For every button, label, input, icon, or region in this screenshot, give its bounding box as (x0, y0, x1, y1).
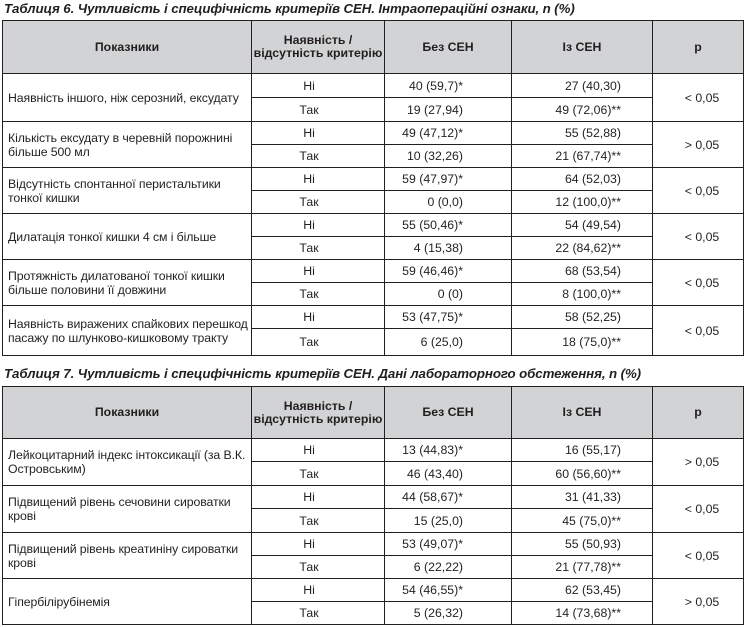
header-p: р (653, 21, 744, 74)
header-without-sen: Без СЕН (385, 21, 512, 74)
criterion-cell: Так (252, 462, 385, 486)
table-row (3, 74, 744, 98)
without-sen-cell: 53 (49,07)* (385, 533, 512, 556)
without-sen-cell: 10 (32,26) (385, 145, 512, 168)
without-sen-cell: 49 (47,12)* (385, 122, 512, 145)
header-with-sen: Із СЕН (512, 21, 653, 74)
indicator-cell: Наявність виражених спайкових перешкод пасажу по шлунково-кишковому тракту (3, 306, 252, 356)
with-sen-cell: 64 (52,03) (512, 168, 653, 191)
table7-header-row (3, 387, 744, 439)
criterion-cell: Ні (252, 74, 385, 98)
with-sen-cell: 27 (40,30) (512, 74, 653, 98)
without-sen-cell: 13 (44,83)* (385, 439, 512, 462)
table-row (3, 214, 744, 237)
criterion-cell: Ні (252, 579, 385, 602)
without-sen-cell: 40 (59,7)* (385, 74, 512, 98)
indicator-cell: Підвищений рівень креатиніну сироватки крові (3, 533, 252, 579)
with-sen-cell: 60 (56,60)** (512, 462, 653, 486)
criterion-cell: Так (252, 329, 385, 356)
table7-caption: Таблиця 7. Чутливість і специфічність критеріїв СЕН. Дані лабораторного обстеження, n (%) (4, 366, 641, 381)
table-row (3, 168, 744, 191)
criterion-cell: Ні (252, 439, 385, 462)
without-sen-cell: 5 (26,32) (385, 602, 512, 625)
p-value-cell: < 0,05 (653, 168, 744, 214)
criterion-cell: Так (252, 145, 385, 168)
with-sen-cell: 55 (52,88) (512, 122, 653, 145)
with-sen-cell: 54 (49,54) (512, 214, 653, 237)
table-6 (2, 20, 744, 356)
header-p: р (653, 387, 744, 439)
table6-body (3, 74, 744, 356)
criterion-cell: Так (252, 556, 385, 579)
with-sen-cell: 21 (77,78)** (512, 556, 653, 579)
p-value-cell: < 0,05 (653, 306, 744, 356)
with-sen-cell: 58 (52,25) (512, 306, 653, 329)
p-value-cell: < 0,05 (653, 214, 744, 260)
table-row (3, 579, 744, 602)
with-sen-cell: 45 (75,0)** (512, 509, 653, 533)
without-sen-cell: 53 (47,75)* (385, 306, 512, 329)
indicator-cell: Гіпербілірубінемія (3, 579, 252, 625)
p-value-cell: < 0,05 (653, 74, 744, 122)
criterion-cell: Так (252, 602, 385, 625)
p-value-cell: < 0,05 (653, 486, 744, 533)
indicator-cell: Лейкоцитарний індекс інтоксикації (за В.К. Островським) (3, 439, 252, 486)
table-row (3, 260, 744, 283)
without-sen-cell: 0 (0) (385, 283, 512, 306)
criterion-cell: Ні (252, 533, 385, 556)
with-sen-cell: 31 (41,33) (512, 486, 653, 509)
header-indicators: Показники (3, 387, 252, 439)
with-sen-cell: 68 (53,54) (512, 260, 653, 283)
without-sen-cell: 44 (58,67)* (385, 486, 512, 509)
criterion-cell: Так (252, 509, 385, 533)
without-sen-cell: 6 (25,0) (385, 329, 512, 356)
without-sen-cell: 6 (22,22) (385, 556, 512, 579)
without-sen-cell: 55 (50,46)* (385, 214, 512, 237)
p-value-cell: > 0,05 (653, 439, 744, 486)
indicator-cell: Наявність іншого, ніж серозний, ексудату (3, 74, 252, 122)
criterion-cell: Ні (252, 122, 385, 145)
without-sen-cell: 46 (43,40) (385, 462, 512, 486)
header-without-sen: Без СЕН (385, 387, 512, 439)
with-sen-cell: 12 (100,0)** (512, 191, 653, 214)
p-value-cell: > 0,05 (653, 122, 744, 168)
with-sen-cell: 16 (55,17) (512, 439, 653, 462)
table-row (3, 486, 744, 509)
indicator-cell: Дилатація тонкої кишки 4 см і більше (3, 214, 252, 260)
criterion-cell: Ні (252, 306, 385, 329)
indicator-cell: Відсутність спонтанної перистальтики тонкої кишки (3, 168, 252, 214)
table-row (3, 306, 744, 329)
without-sen-cell: 59 (46,46)* (385, 260, 512, 283)
without-sen-cell: 0 (0,0) (385, 191, 512, 214)
without-sen-cell: 59 (47,97)* (385, 168, 512, 191)
indicator-cell: Кількість ексудату в черевній порожнині більше 500 мл (3, 122, 252, 168)
criterion-cell: Так (252, 237, 385, 260)
table6-header-row (3, 21, 744, 74)
table-row (3, 439, 744, 462)
p-value-cell: > 0,05 (653, 579, 744, 625)
without-sen-cell: 15 (25,0) (385, 509, 512, 533)
with-sen-cell: 62 (53,45) (512, 579, 653, 602)
without-sen-cell: 19 (27,94) (385, 98, 512, 122)
criterion-cell: Так (252, 191, 385, 214)
criterion-cell: Ні (252, 260, 385, 283)
with-sen-cell: 21 (67,74)** (512, 145, 653, 168)
table7-body (3, 439, 744, 625)
with-sen-cell: 22 (84,62)** (512, 237, 653, 260)
without-sen-cell: 4 (15,38) (385, 237, 512, 260)
header-criterion: Наявність / відсутність критерію (252, 21, 385, 74)
table6-caption: Таблиця 6. Чутливість і специфічність критеріїв СЕН. Інтраопераційні ознаки, n (%) (4, 1, 575, 16)
table-7 (2, 386, 744, 625)
criterion-cell: Ні (252, 486, 385, 509)
table-row (3, 122, 744, 145)
indicator-cell: Підвищений рівень сечовини сироватки крові (3, 486, 252, 533)
p-value-cell: < 0,05 (653, 260, 744, 306)
criterion-cell: Так (252, 98, 385, 122)
criterion-cell: Ні (252, 214, 385, 237)
with-sen-cell: 18 (75,0)** (512, 329, 653, 356)
table-row (3, 533, 744, 556)
indicator-cell: Протяжність дилатованої тонкої кишки більше половини її довжини (3, 260, 252, 306)
without-sen-cell: 54 (46,55)* (385, 579, 512, 602)
criterion-cell: Так (252, 283, 385, 306)
with-sen-cell: 55 (50,93) (512, 533, 653, 556)
with-sen-cell: 49 (72,06)** (512, 98, 653, 122)
header-with-sen: Із СЕН (512, 387, 653, 439)
p-value-cell: < 0,05 (653, 533, 744, 579)
with-sen-cell: 8 (100,0)** (512, 283, 653, 306)
header-criterion: Наявність / відсутність критерію (252, 387, 385, 439)
criterion-cell: Ні (252, 168, 385, 191)
header-indicators: Показники (3, 21, 252, 74)
with-sen-cell: 14 (73,68)** (512, 602, 653, 625)
